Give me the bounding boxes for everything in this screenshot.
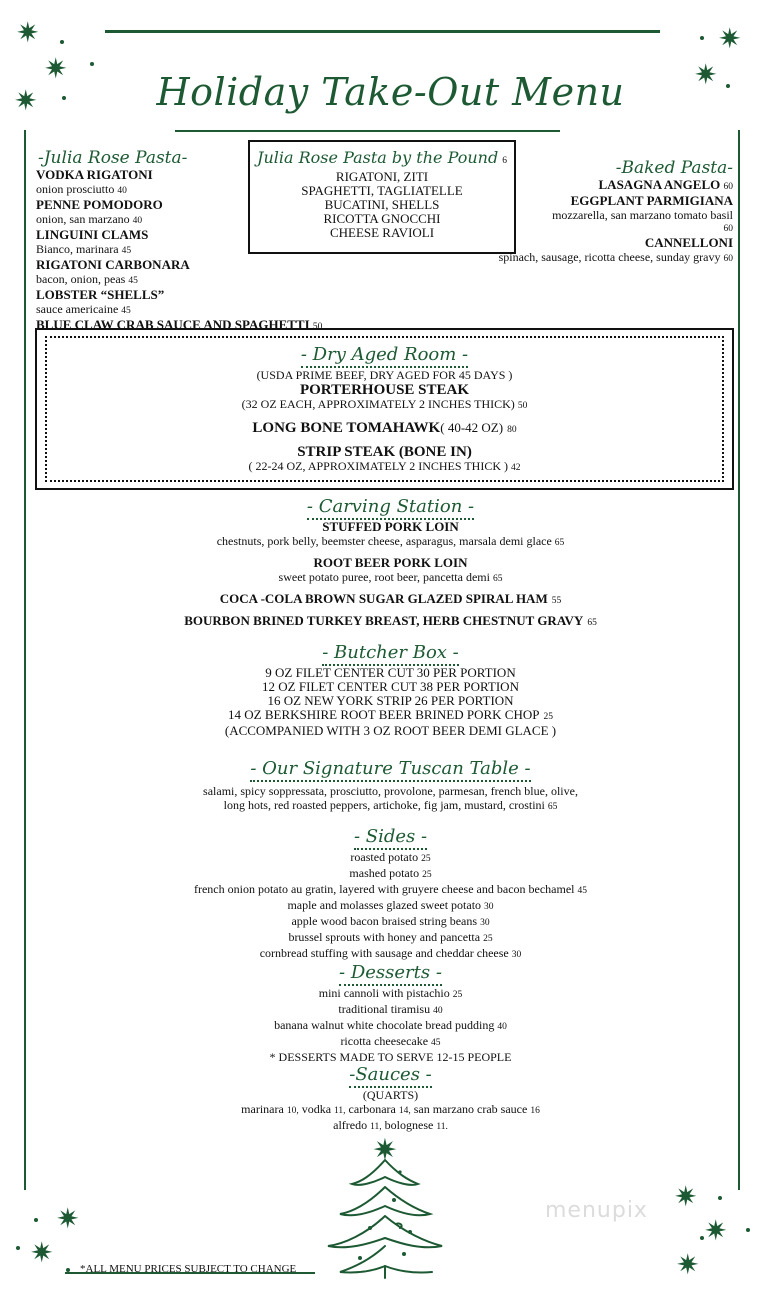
item-desc: mozzarella, san marzano tomato basil bbox=[552, 208, 733, 222]
item-name: LINGUINI CLAMS bbox=[36, 227, 149, 242]
item-price: 42 bbox=[510, 463, 521, 473]
pasta-shape-item: RIGATONI, ZITI bbox=[335, 169, 429, 184]
item-price: 60 bbox=[723, 224, 733, 234]
dry-aged-content bbox=[37, 344, 732, 475]
sauce-name: vodka bbox=[301, 1102, 335, 1116]
dot-decoration bbox=[718, 1196, 722, 1200]
item-price: 45 bbox=[431, 1038, 441, 1048]
sauce-name: marinara bbox=[241, 1102, 287, 1116]
sauce-price: 11. bbox=[436, 1122, 448, 1132]
item-desc: chestnuts, pork belly, beemster cheese, asparagus, marsala demi glace bbox=[216, 534, 552, 548]
sauce-price: 16 bbox=[530, 1106, 540, 1116]
butcher-box-section bbox=[0, 642, 781, 738]
item-desc: banana walnut white chocolate bread pudding bbox=[274, 1018, 498, 1032]
item-name: RIGATONI CARBONARA bbox=[36, 257, 190, 272]
item-name: BLUE CLAW CRAB SAUCE AND SPAGHETTI bbox=[36, 317, 310, 332]
item-desc: apple wood bacon braised string beans bbox=[291, 914, 481, 928]
dessert-item bbox=[0, 1018, 781, 1034]
menu-item-desc-row bbox=[37, 459, 732, 475]
item-price: 25 bbox=[421, 854, 431, 864]
tuscan-heading: - Our Signature Tuscan Table - bbox=[250, 758, 530, 782]
sauces-heading: -Sauces - bbox=[349, 1064, 432, 1088]
dot-decoration bbox=[700, 36, 704, 40]
item-desc: ( 40-42 OZ) bbox=[440, 420, 504, 435]
item-price: 40 bbox=[132, 216, 143, 226]
pasta-by-pound-heading: Julia Rose Pasta by the Pound bbox=[257, 148, 499, 167]
item-price: 50 bbox=[517, 401, 528, 411]
butcher-item: 16 OZ NEW YORK STRIP 26 PER PORTION bbox=[267, 693, 514, 708]
dot-decoration bbox=[746, 1228, 750, 1232]
svg-text:✷: ✷ bbox=[372, 1133, 398, 1168]
sides-section bbox=[0, 826, 781, 962]
item-price: 25 bbox=[452, 990, 463, 1000]
item-price: 45 bbox=[577, 886, 587, 896]
item-name: LOBSTER “SHELLS” bbox=[36, 287, 165, 302]
star-icon: ✷ bbox=[694, 60, 718, 91]
star-icon: ✷ bbox=[44, 54, 68, 85]
carving-heading: - Carving Station - bbox=[307, 496, 474, 520]
dry-aged-subtitle: (USDA PRIME BEEF, DRY AGED FOR 45 DAYS ) bbox=[256, 368, 513, 382]
item-desc: sweet potato puree, root beer, pancetta demi bbox=[278, 570, 490, 584]
item-desc: mini cannoli with pistachio bbox=[318, 986, 453, 1000]
side-item bbox=[0, 866, 781, 882]
item-price: 60 bbox=[723, 182, 733, 192]
star-icon: ✷ bbox=[56, 1204, 80, 1235]
item-price: 60 bbox=[723, 254, 733, 264]
star-icon: ✷ bbox=[718, 24, 742, 55]
watermark: menupix bbox=[545, 1198, 648, 1223]
dot-decoration bbox=[66, 1268, 70, 1272]
item-price: 55 bbox=[551, 596, 562, 606]
item-desc: onion prosciutto bbox=[36, 182, 118, 196]
item-name: EGGPLANT PARMIGIANA bbox=[570, 193, 733, 208]
item-price: 25 bbox=[543, 712, 553, 722]
dot-decoration bbox=[16, 1246, 20, 1250]
sauce-price: 14, bbox=[398, 1106, 411, 1116]
menu-item-desc-row bbox=[0, 570, 781, 586]
title-underline bbox=[175, 130, 560, 132]
item-name: CANNELLONI bbox=[644, 235, 733, 250]
item-price: 50 bbox=[312, 322, 323, 332]
desserts-list bbox=[0, 986, 781, 1050]
side-item bbox=[0, 898, 781, 914]
item-desc: bacon, onion, peas bbox=[36, 272, 129, 286]
tuscan-line-row bbox=[0, 798, 781, 814]
tuscan-line: salami, spicy soppressata, prosciutto, provolone, parmesan, french blue, olive, bbox=[203, 784, 578, 798]
star-icon: ✷ bbox=[704, 1216, 728, 1247]
menu-item-desc-row bbox=[36, 272, 336, 288]
side-item bbox=[0, 930, 781, 946]
baked-pasta-section bbox=[460, 158, 733, 266]
item-desc: mashed potato bbox=[349, 866, 423, 880]
item-price: 30 bbox=[511, 950, 522, 960]
sauces-section bbox=[0, 1064, 781, 1134]
menu-item-desc-row bbox=[36, 302, 336, 318]
item-desc: ( 22-24 OZ, APPROXIMATELY 2 INCHES THICK ) bbox=[248, 459, 508, 473]
item-price: 40 bbox=[433, 1006, 443, 1016]
item-name: 14 OZ BERKSHIRE ROOT BEER BRINED PORK CHOP bbox=[228, 707, 540, 722]
item-price: 65 bbox=[492, 574, 503, 584]
item-price: 30 bbox=[484, 902, 494, 912]
desserts-heading: - Desserts - bbox=[339, 962, 442, 986]
item-desc: brussel sprouts with honey and pancetta bbox=[288, 930, 484, 944]
pasta-shape-item: CHEESE RAVIOLI bbox=[329, 225, 435, 240]
item-desc: ricotta cheesecake bbox=[340, 1034, 432, 1048]
item-price: 40 bbox=[497, 1022, 507, 1032]
butcher-item: 9 OZ FILET CENTER CUT 30 PER PORTION bbox=[265, 665, 516, 680]
star-icon: ✷ bbox=[14, 86, 38, 117]
item-name: PENNE POMODORO bbox=[36, 197, 163, 212]
item-price: 80 bbox=[507, 425, 517, 435]
item-desc: french onion potato au gratin, layered with gruyere cheese and bacon bechamel bbox=[193, 882, 578, 896]
item-name: COCA -COLA BROWN SUGAR GLAZED SPIRAL HAM bbox=[219, 591, 548, 606]
item-desc: Bianco, marinara bbox=[36, 242, 122, 256]
item-price: 25 bbox=[422, 870, 432, 880]
menu-item bbox=[37, 421, 732, 437]
item-name: STRIP STEAK (BONE IN) bbox=[297, 444, 472, 460]
sauces-line bbox=[0, 1102, 781, 1118]
item-name: STUFFED PORK LOIN bbox=[322, 519, 459, 534]
item-desc: spinach, sausage, ricotta cheese, sunday gravy bbox=[498, 250, 721, 264]
butcher-item: 12 OZ FILET CENTER CUT 38 PER PORTION bbox=[262, 679, 519, 694]
butcher-item bbox=[0, 708, 781, 724]
item-desc: maple and molasses glazed sweet potato bbox=[287, 898, 485, 912]
menu-item bbox=[460, 178, 733, 194]
item-name: LONG BONE TOMAHAWK bbox=[252, 420, 441, 436]
item-desc: (32 OZ EACH, APPROXIMATELY 2 INCHES THICK) bbox=[241, 397, 515, 411]
item-price: 40 bbox=[117, 186, 127, 196]
side-item bbox=[0, 914, 781, 930]
item-price: 45 bbox=[128, 276, 138, 286]
dessert-item bbox=[0, 986, 781, 1002]
item-name: BOURBON BRINED TURKEY BREAST, HERB CHESTNUT GRAVY bbox=[184, 613, 584, 628]
sauce-price: 10, bbox=[286, 1106, 299, 1116]
dot-decoration bbox=[90, 62, 94, 66]
dessert-item bbox=[0, 1002, 781, 1018]
desserts-section bbox=[0, 962, 781, 1064]
sauce-name: alfredo bbox=[333, 1118, 371, 1132]
menu-item-desc-row bbox=[0, 534, 781, 550]
carving-station-section bbox=[0, 496, 781, 630]
item-price: 65 bbox=[547, 802, 558, 812]
side-item bbox=[0, 882, 781, 898]
sauces-quarts: (QUARTS) bbox=[362, 1088, 419, 1102]
item-desc: onion, san marzano bbox=[36, 212, 133, 226]
item-desc: traditional tiramisu bbox=[338, 1002, 434, 1016]
menu-item bbox=[0, 592, 781, 608]
baked-pasta-heading: -Baked Pasta- bbox=[615, 158, 733, 178]
item-price: 30 bbox=[480, 918, 490, 928]
side-item bbox=[0, 850, 781, 866]
sides-list bbox=[0, 850, 781, 962]
butcher-heading: - Butcher Box - bbox=[322, 642, 459, 666]
star-icon: ✷ bbox=[16, 18, 40, 49]
sauce-name: carbonara bbox=[348, 1102, 399, 1116]
sauce-name: bolognese bbox=[384, 1118, 437, 1132]
dot-decoration bbox=[60, 40, 64, 44]
tuscan-table-section bbox=[0, 758, 781, 814]
dry-aged-room-box bbox=[35, 328, 734, 490]
dot-decoration bbox=[34, 1218, 38, 1222]
item-name: VODKA RIGATONI bbox=[36, 167, 153, 182]
pasta-shape-item: BUCATINI, SHELLS bbox=[324, 197, 440, 212]
pasta-shape-item: SPAGHETTI, TAGLIATELLE bbox=[301, 183, 463, 198]
item-desc: roasted potato bbox=[350, 850, 422, 864]
christmas-tree-icon bbox=[300, 1132, 470, 1282]
item-price: 65 bbox=[554, 538, 565, 548]
pasta-shape-item: RICOTTA GNOCCHI bbox=[323, 211, 441, 226]
star-icon: ✷ bbox=[674, 1182, 698, 1213]
dry-aged-heading: - Dry Aged Room - bbox=[301, 344, 468, 368]
side-item bbox=[0, 946, 781, 962]
sauce-price: 11, bbox=[334, 1106, 346, 1116]
dessert-item bbox=[0, 1034, 781, 1050]
item-price: 45 bbox=[121, 306, 131, 316]
sauce-price: 11, bbox=[370, 1122, 382, 1132]
footer-note: *ALL MENU PRICES SUBJECT TO CHANGE bbox=[80, 1263, 297, 1275]
tuscan-line: long hots, red roasted peppers, artichoke, fig jam, mustard, crostini bbox=[223, 798, 545, 812]
sauce-name: san marzano crab sauce bbox=[413, 1102, 531, 1116]
item-name: ROOT BEER PORK LOIN bbox=[313, 555, 468, 570]
item-name: LASAGNA ANGELO bbox=[598, 177, 721, 192]
item-price: 45 bbox=[121, 246, 132, 256]
dot-decoration bbox=[700, 1236, 704, 1240]
item-price: 65 bbox=[587, 618, 597, 628]
star-icon: ✷ bbox=[30, 1238, 54, 1269]
desserts-note: * DESSERTS MADE TO SERVE 12-15 PEOPLE bbox=[269, 1050, 512, 1064]
menu-title: Holiday Take-Out Menu bbox=[156, 70, 625, 114]
julia-rose-pasta-heading: -Julia Rose Pasta- bbox=[38, 148, 188, 168]
pasta-by-pound-price: 6 bbox=[502, 156, 507, 166]
butcher-note: (ACCOMPANIED WITH 3 OZ ROOT BEER DEMI GLACE ) bbox=[224, 723, 557, 738]
menu-item bbox=[0, 614, 781, 630]
item-price: 25 bbox=[483, 934, 493, 944]
top-rule bbox=[105, 30, 660, 33]
item-desc: cornbread stuffing with sausage and cheddar cheese bbox=[259, 946, 512, 960]
menu-item-desc-row bbox=[37, 397, 732, 413]
menu-item-desc-row bbox=[460, 250, 733, 266]
item-name: PORTERHOUSE STEAK bbox=[299, 382, 470, 398]
item-desc: sauce americaine bbox=[36, 302, 122, 316]
sides-heading: - Sides - bbox=[354, 826, 427, 850]
star-icon: ✷ bbox=[676, 1250, 700, 1281]
